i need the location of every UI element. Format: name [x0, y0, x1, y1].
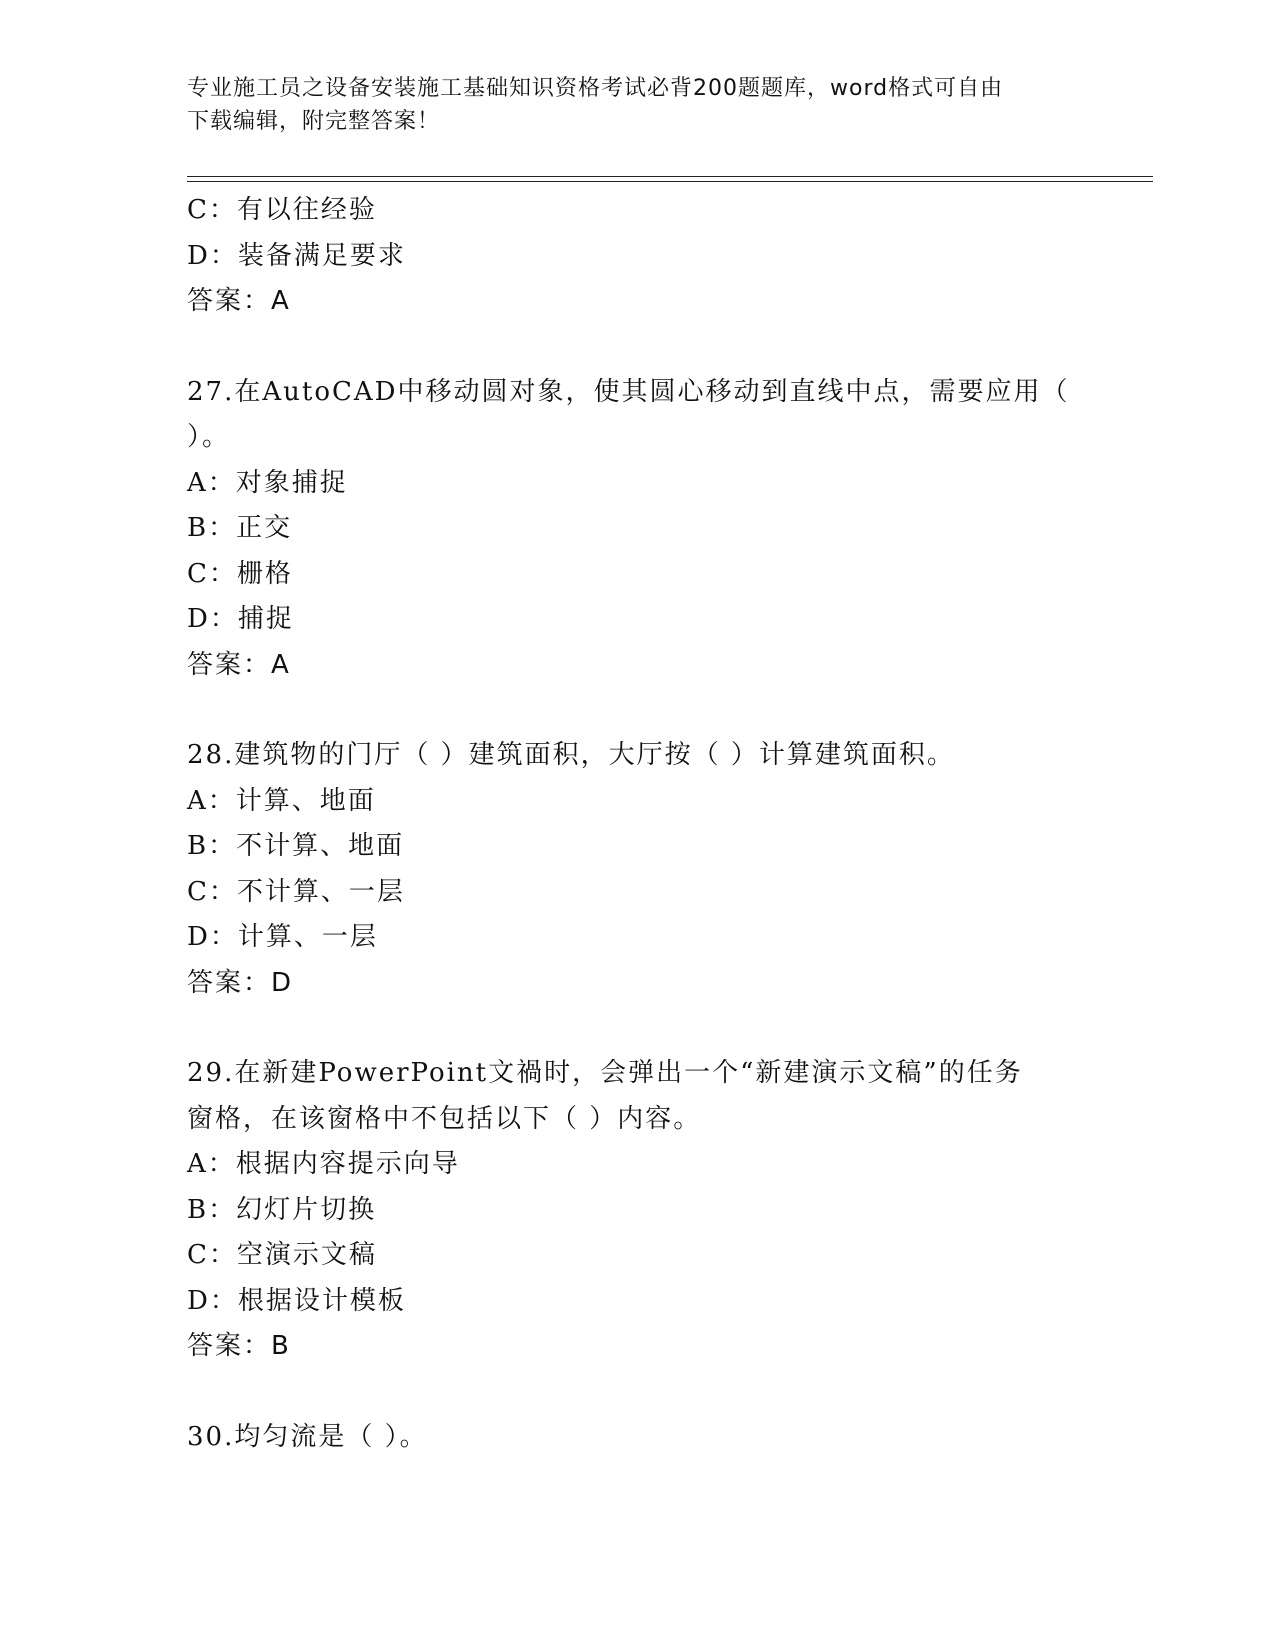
- question-30: [187, 1415, 1087, 1461]
- question-stem-line-2: ）。: [187, 422, 231, 452]
- option-d: D：计算、一层: [187, 922, 378, 952]
- question-stem-line-1: 27.在AutoCAD中移动圆对象，使其圆心移动到直线中点，需要应用（: [187, 376, 1070, 407]
- prev-question-block: [187, 188, 1087, 325]
- option-b: B：幻灯片切换: [187, 1194, 377, 1225]
- option-a: A：对象捕捉: [187, 467, 348, 498]
- question-28: [187, 733, 1087, 1006]
- header-title-line-1: 专业施工员之设备安装施工基础知识资格考试必背200题题库，word格式可自由: [187, 76, 1004, 101]
- header-rule-bottom: [187, 181, 1153, 182]
- option-c: C：不计算、一层: [187, 876, 405, 907]
- option-d: D：装备满足要求: [187, 240, 406, 271]
- option-c: C：空演示文稿: [187, 1240, 377, 1270]
- question-27: [187, 370, 1087, 689]
- option-a: A：根据内容提示向导: [187, 1149, 460, 1179]
- answer-line: 答案：B: [187, 1331, 291, 1361]
- option-a: A：计算、地面: [187, 785, 376, 816]
- option-c: C：有以往经验: [187, 195, 377, 225]
- question-stem-line-1: 30.均匀流是（ ）。: [187, 1421, 428, 1452]
- option-c: C：栅格: [187, 558, 293, 589]
- question-29: [187, 1051, 1087, 1370]
- header-title-line-2: 下载编辑，附完整答案！: [187, 109, 441, 134]
- header-rule-top: [187, 176, 1153, 177]
- document-header: [187, 72, 1087, 138]
- answer-line: 答案：D: [187, 967, 294, 998]
- question-stem-line-1: 29.在新建PowerPoint文禍时，会弹出一个“新建演示文稿”的任务: [187, 1058, 1023, 1088]
- option-b: B：不计算、地面: [187, 831, 405, 861]
- option-d: D：捕捉: [187, 604, 294, 634]
- answer-line: 答案：A: [187, 286, 291, 316]
- answer-line: 答案：A: [187, 649, 291, 680]
- question-stem-line-1: 28.建筑物的门厅（ ）建筑面积，大厅按（ ）计算建筑面积。: [187, 740, 955, 770]
- option-d: D：根据设计模板: [187, 1285, 406, 1316]
- document-body: [187, 188, 1087, 1460]
- option-b: B：正交: [187, 513, 293, 543]
- question-stem-line-2: 窗格，在该窗格中不包括以下（ ）内容。: [187, 1103, 702, 1134]
